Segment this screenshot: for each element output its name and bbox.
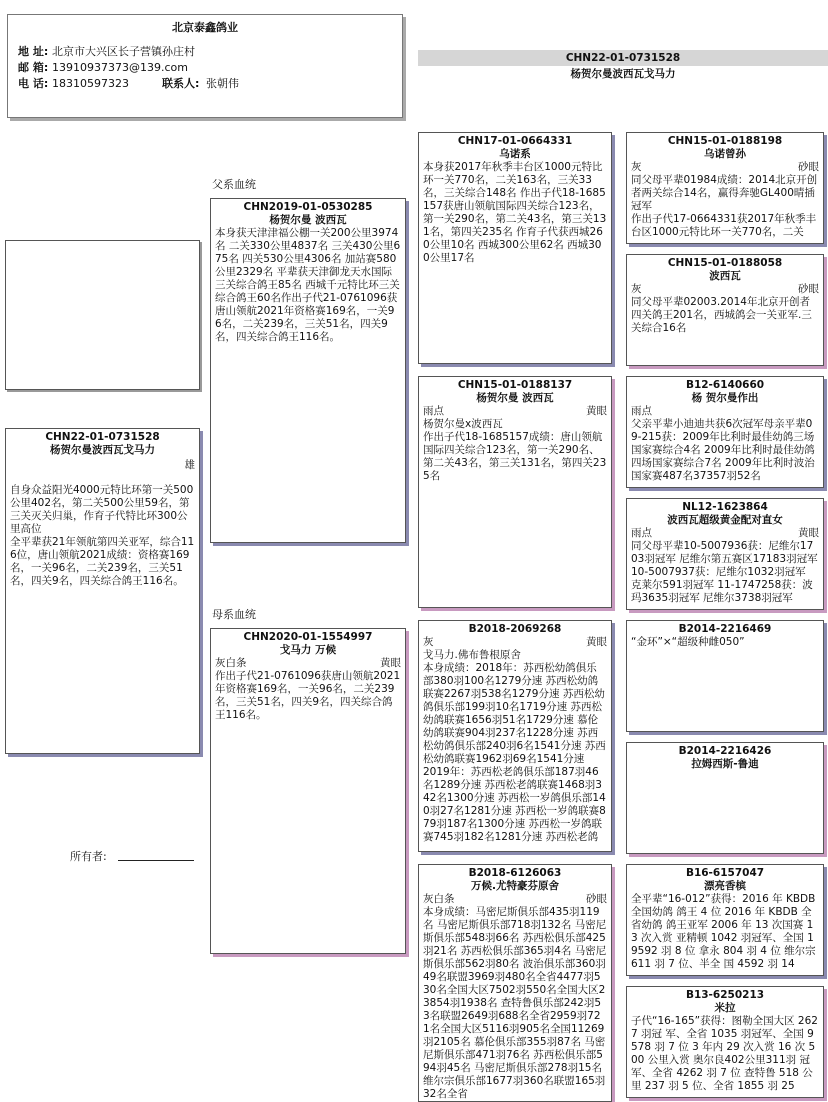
subject-card [5, 428, 200, 754]
sdd-card [626, 498, 824, 610]
sss-name: 乌诺曾孙 [704, 148, 746, 160]
sire-sire-ring: CHN17-01-0664331 [457, 135, 573, 147]
dam-dam-color: 灰白条 [423, 893, 455, 905]
dam-eye: 黄眼 [380, 657, 401, 669]
dam-color: 灰白条 [215, 657, 247, 669]
ssd-body: 同父母平辈02003.2014年北京开创者四关鸽王201名，西城鸽会一关亚军.三关综合16名 [631, 296, 812, 334]
sss-eye: 砂眼 [798, 161, 819, 173]
dds-ring: B16-6157047 [685, 867, 765, 879]
sire-sire-body: 本身获2017年秋季丰台区1000元特比环一关770名，二关163名，三关33名，三关综合148名 作出子代18-1685157获唐山领航国际四关综合123名，第一关290名，第二关43名，第三关131名，第四关235名 作育子代获西城260公里10名 西城300公里62名 西城300公里17名 [423, 161, 607, 264]
dds-body: 全平辈“16-012”获得：2016 年 KBDB 全国幼鸽 鸽王 4 位 2016 年 KBDB 全省幼鸽 鸽王亚军 2006 年 13 次国赛 13 次入赏 亚精顿 1042 羽冠军、全国 19592 羽 8 位 拿永 804 羽 4 位 维尔宗 611 羽 7 位、半全 国 4592 羽 14 [631, 893, 820, 970]
sire-dam-body: 杨贺尔曼x波西瓦 作出子代18-1685157成绩：唐山领航国际四关综合123名，第一关290名、第二关43名，第三关131名，第四关235名 [423, 418, 607, 482]
sdd-color: 雨点 [631, 527, 652, 539]
ssd-color: 灰 [631, 283, 642, 295]
contact-value: 张朝伟 [206, 77, 239, 90]
ssd-eye: 砂眼 [798, 283, 819, 295]
sds-name: 杨 贺尔曼作出 [691, 392, 759, 404]
sire-dam-ring: CHN15-01-0188137 [457, 379, 573, 391]
sire-sire-card [418, 132, 612, 364]
dam-sire-color: 灰 [423, 636, 434, 648]
dsd-name: 拉姆西斯-鲁迪 [691, 758, 759, 770]
sire-dam-name: 杨贺尔曼 波西瓦 [476, 392, 554, 404]
subject-body: 自身众益阳光4000元特比环第一关500公里402名，第二关500公里59名，第三关灭关归巢，作育子代特比环300公里高位 全平辈获21年领航第四关亚军，综合116位，唐山领航2021成绩：资格赛169名，一关96名，二关239名，三关51名，四关9名，四关综合鸽王116名。 [10, 484, 195, 587]
dam-dam-card [418, 864, 612, 1102]
phone-value: 18310597323 [52, 77, 129, 90]
subject-ring-banner: CHN22-01-0731528 [418, 50, 828, 66]
sds-ring: B12-6140660 [685, 379, 765, 391]
ddd-ring: B13-6250213 [685, 989, 765, 1001]
sire-dam-card [418, 376, 612, 608]
photo-placeholder [5, 240, 200, 390]
owner-label: 所有者: [70, 850, 107, 863]
dam-line-label: 母系血统 [212, 608, 256, 621]
ddd-body: 子代“16-165”获得：图勒全国大区 2627 羽冠 军、全省 1035 羽冠军、全国 9578 羽 7 位 3 年内 29 次入赏 16 次 500 公里入赏 奥尔良402公里311羽 冠 军、全省 4262 羽 7 位 查特鲁 518 公里 237 羽 5 位、全省 1855 羽 25 [631, 1015, 818, 1092]
dam-ring: CHN2020-01-1554997 [243, 631, 373, 643]
owner-signature-line [118, 860, 194, 861]
sdd-body: 同父母平辈10-5007936获：尼维尔1703羽冠军 尼维尔第五赛区17183羽冠军 10-5007937获：尼维尔1032羽冠军 克莱尔591羽冠军 11-1747258获：波玛3635羽冠军 尼维尔3738羽冠军 [631, 540, 821, 604]
subject-sex: 雄 [184, 459, 195, 471]
sss-color: 灰 [631, 161, 642, 173]
ddd-name: 米拉 [714, 1002, 736, 1014]
dam-card [210, 628, 406, 954]
dss-ring: B2014-2216469 [678, 623, 772, 635]
dam-sire-ring: B2018-2069268 [468, 623, 562, 635]
dam-dam-name: 万候.尤特豪芬原舍 [471, 880, 559, 892]
dam-sire-card [418, 620, 612, 852]
dsd-card [626, 742, 824, 854]
dam-sire-body: 戈马力.佛布鲁根原舍 本身成绩：2018年：苏西松幼鸽俱乐部380羽100名1279分速 苏西松幼鸽联赛2267羽538名1279分速 苏西松幼鸽俱乐部199羽10名1719分速 苏西松幼鸽联赛1656羽51名1729分速 慕伦幼鸽联赛904羽237名1228分速 苏西松幼鸽俱乐部240羽6名1541分速 苏西松幼鸽联赛1962羽69名1541分速 2019年：苏西松老鸽俱乐部187羽46名1289分速 苏西松老鸽联赛1468羽342名1300分速 苏西松一岁鸽俱乐部140羽27名1281分速 苏西松一岁鸽联赛879羽187名1300分速 苏西松一岁鸽联赛745羽182名1281分速 苏西松老鸽 [423, 649, 606, 843]
breeder-header [7, 14, 403, 118]
sdd-name: 波西瓦超级黄金配对直女 [667, 514, 783, 526]
dds-card [626, 864, 824, 976]
dam-body: 作出子代21-0761096获唐山领航2021年资格赛169名，一关96名，二关239名，三关51名，四关9名，四关综合鸽王116名。 [215, 670, 401, 721]
dam-name: 戈马力 万候 [279, 644, 337, 656]
sire-line-label: 父系血统 [212, 178, 256, 191]
dam-dam-ring: B2018-6126063 [468, 867, 562, 879]
address-value: 北京市大兴区长子营镇孙庄村 [52, 45, 195, 58]
ddd-card [626, 986, 824, 1098]
sire-dam-eye: 黄眼 [586, 405, 607, 417]
ssd-card [626, 254, 824, 366]
dss-body: “金环”×“超级种雌050” [631, 636, 745, 648]
sss-card [626, 132, 824, 244]
sire-card [210, 198, 406, 543]
subject-ring: CHN22-01-0731528 [45, 431, 160, 443]
sds-body: 父亲平辈小迪迪共获6次冠军母亲平辈09-215获：2009年比利时最佳幼鸽三场国家赛综合4名 2009年比利时最佳幼鸽四场国家赛综合7名 2009年比利时波治国家赛487名37357羽52名 [631, 418, 815, 482]
subject-name: 杨贺尔曼波西瓦戈马力 [50, 444, 155, 456]
sire-sire-name: 乌诺系 [499, 148, 531, 160]
sdd-ring: NL12-1623864 [682, 501, 768, 513]
sds-color: 雨点 [631, 405, 652, 417]
subject-name-banner: 杨贺尔曼波西瓦戈马力 [570, 68, 676, 80]
email-key: 邮 箱: [18, 61, 49, 74]
dds-name: 漂亮香槟 [704, 880, 746, 892]
sire-dam-color: 雨点 [423, 405, 444, 417]
ssd-ring: CHN15-01-0188058 [667, 257, 783, 269]
address-key: 地 址: [18, 45, 49, 58]
sire-body: 本身获天津津福公棚一关200公里3974名 二关330公里4837名 三关430公里675名 四关530公里4306名 加站赛580公里2329名 平辈获天津御龙天水国际三关综合鸽王85名 西城千元特比环三关综合鸽王60名作出子代21-0761096获唐山领航2021年资格赛169名，一关96名，二关239名，三关51名，四关9名，四关综合鸽王116名。 [215, 227, 401, 343]
sss-body: 同父母平辈01984成绩：2014北京开创者两关综合14名，赢得奔驰GL400晴插冠军 作出子代17-0664331获2017年秋季丰台区1000元特比环一关770名，二关 [631, 174, 818, 238]
dsd-ring: B2014-2216426 [678, 745, 772, 757]
dam-dam-body: 本身成绩：马密尼斯俱乐部435羽119名 马密尼斯俱乐部718羽132名 马密尼斯俱乐部548羽66名 苏西松俱乐部425羽21名 苏西松俱乐部365羽4名 马密尼斯俱乐部562羽80名 波治俱乐部360羽49名联盟3969羽480名全省4477羽530名全国大区7502羽550名全国大区23854羽1938名 查特鲁俱乐部242羽53名联盟2649羽688名全省2959羽721名全国大区5116羽905名全国11269羽2105名 慕伦俱乐部355羽87名 马密尼斯俱乐部471羽76名 苏西松俱乐部594羽45名 马密尼斯俱乐部278羽15名 维尔宗俱乐部1677羽360名联盟165羽32名全省 [423, 906, 607, 1100]
contact-key: 联系人: [162, 77, 200, 90]
dss-card [626, 620, 824, 732]
sire-ring: CHN2019-01-0530285 [243, 201, 373, 213]
sds-card [626, 376, 824, 488]
email-value: 13910937373@139.com [52, 61, 188, 74]
dam-dam-eye: 砂眼 [586, 893, 607, 905]
breeder-title: 北京泰鑫鸽业 [172, 21, 238, 34]
sire-name: 杨贺尔曼 波西瓦 [269, 214, 347, 226]
phone-key: 电 话: [18, 77, 49, 90]
sss-ring: CHN15-01-0188198 [667, 135, 783, 147]
sdd-eye: 黄眼 [798, 527, 819, 539]
ssd-name: 波西瓦 [709, 270, 741, 282]
dam-sire-eye: 黄眼 [586, 636, 607, 648]
